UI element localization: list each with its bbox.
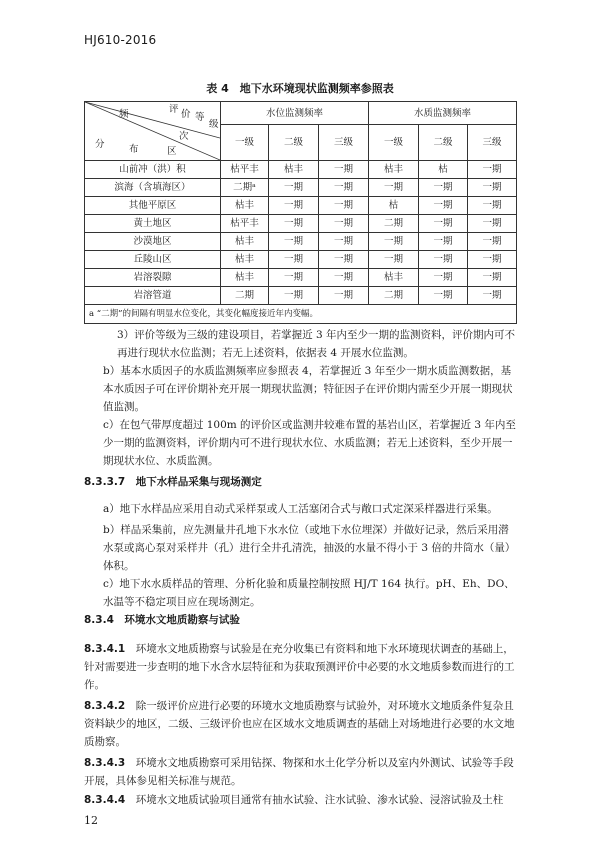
area-cell: 沙漠地区 bbox=[85, 233, 221, 251]
value-cell: 二期 bbox=[221, 287, 269, 305]
value-cell: 一期 bbox=[269, 269, 319, 287]
area-cell: 其他平原区 bbox=[85, 197, 221, 215]
monitoring-frequency-table bbox=[84, 101, 517, 324]
value-cell: 一期 bbox=[419, 215, 468, 233]
table-row bbox=[85, 179, 517, 197]
level-header: 二级 bbox=[419, 125, 468, 161]
table-row bbox=[85, 251, 517, 269]
value-cell: 枯 bbox=[369, 197, 419, 215]
diag-char: 级 bbox=[209, 119, 219, 130]
diagonal-lines bbox=[85, 102, 220, 160]
value-cell: 一期 bbox=[468, 287, 517, 305]
value-cell: 一期 bbox=[319, 269, 369, 287]
value-cell: 枯丰 bbox=[369, 269, 419, 287]
value-cell: 枯丰 bbox=[221, 197, 269, 215]
table-row bbox=[85, 197, 517, 215]
value-cell: 一期 bbox=[419, 197, 468, 215]
value-cell: 枯丰 bbox=[221, 251, 269, 269]
clause-number: 8.3.4.2 bbox=[84, 700, 126, 712]
value-cell: 一期 bbox=[468, 233, 517, 251]
clause-8-3-4-2 bbox=[84, 697, 516, 751]
value-cell: 一期 bbox=[319, 233, 369, 251]
level-header: 一级 bbox=[221, 125, 269, 161]
area-cell: 黄土地区 bbox=[85, 215, 221, 233]
water-level-group-header: 水位监测频率 bbox=[221, 102, 369, 125]
value-cell: 一期 bbox=[419, 251, 468, 269]
value-cell: 二期ᵃ bbox=[221, 179, 269, 197]
level-header: 三级 bbox=[319, 125, 369, 161]
value-cell: 一期 bbox=[269, 197, 319, 215]
value-cell: 一期 bbox=[468, 215, 517, 233]
value-cell: 一期 bbox=[319, 251, 369, 269]
value-cell: 枯平丰 bbox=[221, 161, 269, 179]
clause-number: 8.3.4.4 bbox=[84, 794, 126, 806]
value-cell: 枯 bbox=[419, 161, 468, 179]
section-heading-8-3-4: 8.3.4 环境水文地质勘察与试验 bbox=[84, 614, 240, 626]
table-row bbox=[85, 215, 517, 233]
diagonal-header-cell bbox=[85, 102, 221, 161]
paragraph-c-sampling: c）地下水水质样品的管理、分析化验和质量控制按照 HJ/T 164 执行。pH、Eh、DO、水温等不稳定项目应在现场测定。 bbox=[103, 578, 515, 608]
area-cell: 岩溶裂隙 bbox=[85, 269, 221, 287]
table-row bbox=[85, 161, 517, 179]
value-cell: 一期 bbox=[319, 215, 369, 233]
value-cell: 一期 bbox=[269, 179, 319, 197]
diag-char: 频 bbox=[119, 109, 129, 120]
value-cell: 枯丰 bbox=[269, 161, 319, 179]
value-cell: 一期 bbox=[419, 287, 468, 305]
diag-char: 价 bbox=[181, 109, 191, 120]
value-cell: 一期 bbox=[369, 251, 419, 269]
value-cell: 一期 bbox=[319, 179, 369, 197]
value-cell: 一期 bbox=[468, 179, 517, 197]
section-heading-8-3-3-7: 8.3.3.7 地下水样品采集与现场测定 bbox=[84, 476, 262, 488]
table-row bbox=[85, 233, 517, 251]
value-cell: 枯丰 bbox=[221, 233, 269, 251]
clause-number: 8.3.4.1 bbox=[84, 643, 126, 655]
value-cell: 枯丰 bbox=[221, 269, 269, 287]
paragraph-b-quality-frequency: b）基本水质因子的水质监测频率应参照表 4，若掌握近 3 年至少一期水质监测数据，基本水质因子可在评价期补充开展一期现状监测；特征因子在评价期内需至少开展一期现状值监测。 bbox=[103, 365, 513, 413]
table-caption: 表 4 地下水环境现状监测频率参照表 bbox=[206, 82, 394, 95]
value-cell: 一期 bbox=[468, 161, 517, 179]
value-cell: 一期 bbox=[319, 161, 369, 179]
value-cell: 一期 bbox=[319, 197, 369, 215]
diag-char: 分 bbox=[95, 139, 105, 150]
clause-8-3-4-3 bbox=[84, 754, 516, 790]
table-footnote: a “二期”的间隔有明显水位变化，其变化幅度接近年内变幅。 bbox=[85, 305, 517, 324]
diag-char: 区 bbox=[167, 146, 177, 157]
paragraph-level3-note: 3）评价等级为三级的建设项目，若掌握近 3 年内至少一期的监测资料，评价期内可不再进行现状水位监测；若无上述资料，依据表 4 开展水位监测。 bbox=[117, 329, 516, 359]
value-cell: 一期 bbox=[369, 179, 419, 197]
value-cell: 一期 bbox=[419, 269, 468, 287]
area-cell: 丘陵山区 bbox=[85, 251, 221, 269]
diag-char: 等 bbox=[195, 112, 205, 123]
value-cell: 一期 bbox=[269, 251, 319, 269]
value-cell: 一期 bbox=[468, 197, 517, 215]
clause-text: 环境水文地质勘察可采用钻探、物探和水土化学分析以及室内外测试、试验等手段开展，具体参见相关标准与规范。 bbox=[84, 757, 514, 787]
paragraph-c-vadose-zone: c）在包气带厚度超过 100m 的评价区或监测井较难布置的基岩山区，若掌握近 3 年内至少一期的监测资料，评价期内可不进行现状水位、水质监测；若无上述资料，至少开展一期现状水位、水质监测。 bbox=[103, 419, 516, 467]
paragraph-a-sampling: a）地下水样品应采用自动式采样泵或人工活塞闭合式与敞口式定深采样器进行采集。 bbox=[103, 503, 498, 515]
value-cell: 枯平丰 bbox=[221, 215, 269, 233]
diag-char: 次 bbox=[179, 131, 189, 142]
area-cell: 山前冲（洪）积 bbox=[85, 161, 221, 179]
level-header: 三级 bbox=[468, 125, 517, 161]
value-cell: 一期 bbox=[269, 215, 319, 233]
area-cell: 岩溶管道 bbox=[85, 287, 221, 305]
clause-8-3-4-4 bbox=[84, 791, 516, 809]
clause-8-3-4-1 bbox=[84, 640, 516, 694]
document-code: HJ610-2016 bbox=[84, 33, 157, 47]
diag-char: 布 bbox=[129, 144, 139, 155]
area-cell: 滨海（含填海区） bbox=[85, 179, 221, 197]
table-row bbox=[85, 287, 517, 305]
value-cell: 一期 bbox=[269, 233, 319, 251]
clause-text: 环境水文地质勘察与试验是在充分收集已有资料和地下水环境现状调查的基础上，针对需要进一步查明的地下水含水层特征和为获取预测评价中必要的水文地质参数而进行的工作。 bbox=[84, 643, 515, 691]
value-cell: 一期 bbox=[419, 233, 468, 251]
value-cell: 一期 bbox=[319, 287, 369, 305]
clause-number: 8.3.4.3 bbox=[84, 757, 126, 769]
value-cell: 一期 bbox=[269, 287, 319, 305]
value-cell: 二期 bbox=[369, 287, 419, 305]
clause-text: 环境水文地质试验项目通常有抽水试验、注水试验、渗水试验、浸溶试验及土柱 bbox=[135, 794, 504, 806]
page-number: 12 bbox=[84, 814, 98, 827]
value-cell: 一期 bbox=[369, 233, 419, 251]
value-cell: 二期 bbox=[369, 215, 419, 233]
value-cell: 枯丰 bbox=[369, 161, 419, 179]
diag-char: 评 bbox=[169, 104, 179, 115]
value-cell: 一期 bbox=[468, 251, 517, 269]
water-quality-group-header: 水质监测频率 bbox=[369, 102, 517, 125]
clause-text: 除一级评价应进行必要的环境水文地质勘察与试验外，对环境水文地质条件复杂且资料缺少的地区，二级、三级评价也应在区域水文地质调查的基础上对场地进行必要的水文地质勘察。 bbox=[84, 700, 515, 748]
paragraph-b-sampling: b）样品采集前，应先测量井孔地下水水位（或地下水位埋深）并做好记录，然后采用潜水泵或离心泵对采样井（孔）进行全井孔清洗，抽汲的水量不得小于 3 倍的井筒水（量）体积。 bbox=[103, 524, 516, 572]
value-cell: 一期 bbox=[419, 179, 468, 197]
table-row bbox=[85, 269, 517, 287]
level-header: 一级 bbox=[369, 125, 419, 161]
value-cell: 一期 bbox=[468, 269, 517, 287]
level-header: 二级 bbox=[269, 125, 319, 161]
